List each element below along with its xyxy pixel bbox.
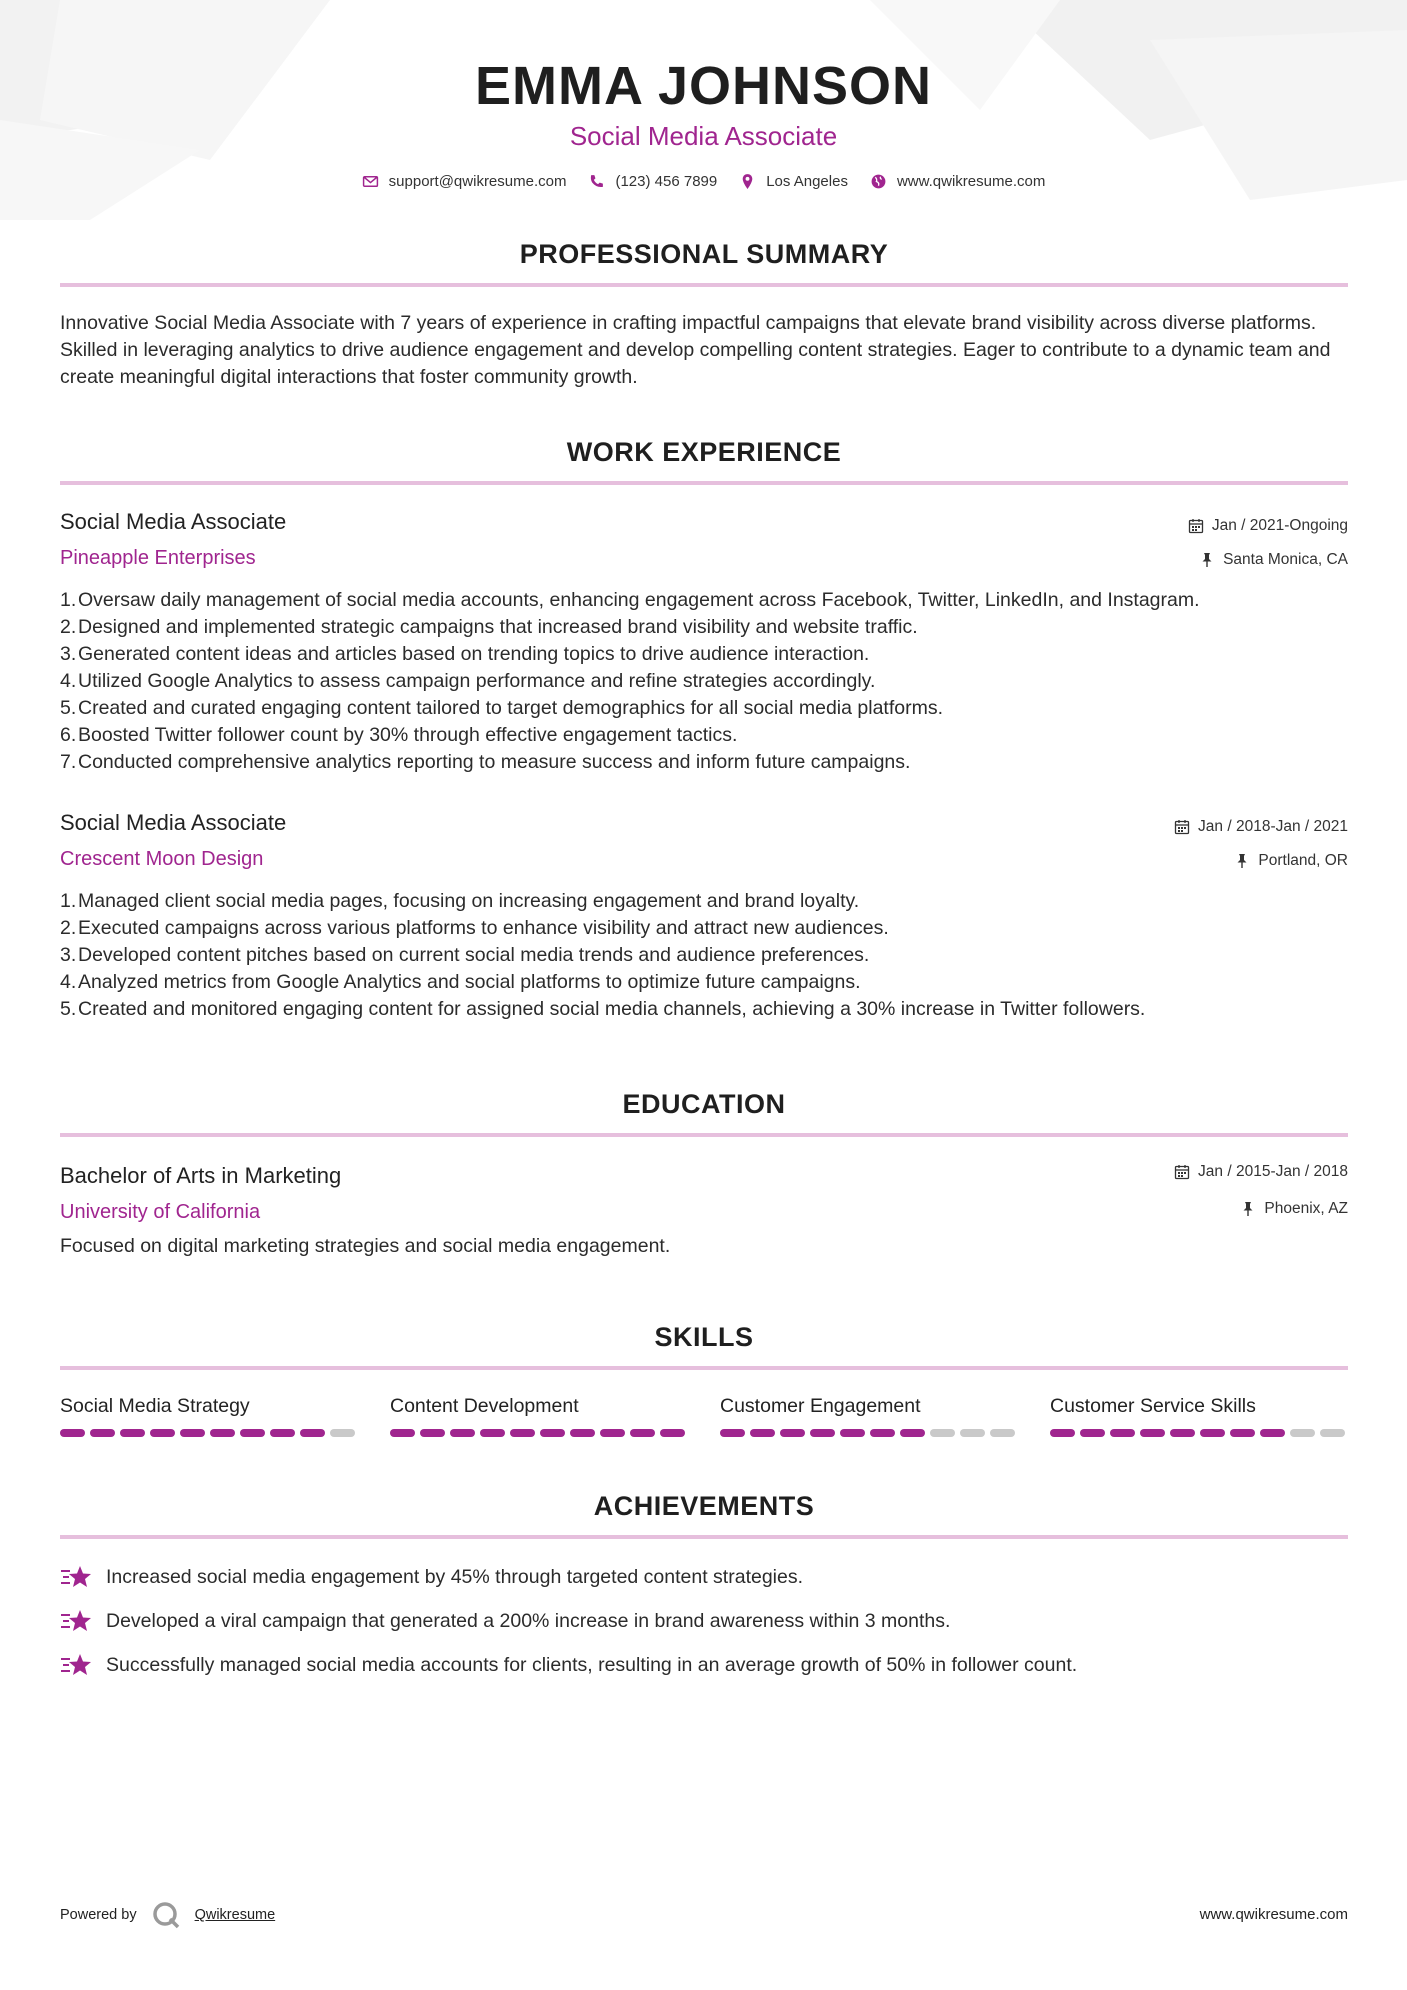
skill-dot-empty: [990, 1429, 1015, 1437]
calendar-icon: [1174, 819, 1190, 835]
skill-dot-filled: [870, 1429, 895, 1437]
skill-dot-filled: [1110, 1429, 1135, 1437]
skill-dot-filled: [210, 1429, 235, 1437]
skill-dot-filled: [180, 1429, 205, 1437]
section-divider: [60, 1535, 1348, 1539]
skill-dot-filled: [630, 1429, 655, 1437]
skill-rating: [720, 1429, 1020, 1437]
section-divider: [60, 481, 1348, 485]
skill-dot-filled: [450, 1429, 475, 1437]
candidate-title: Social Media Associate: [569, 121, 838, 151]
list-item: 3. Developed content pitches based on current social media trends and audience preferences.: [60, 944, 870, 966]
job-location: [1199, 551, 1348, 569]
contact-website-text: www.qwikresume.com: [896, 173, 1046, 190]
education-dates-text: Jan / 2015-Jan / 2018: [1198, 1163, 1348, 1180]
shooting-star-icon: [60, 1564, 92, 1590]
skill-name: Content Development: [390, 1395, 579, 1417]
skill-item: [1050, 1395, 1350, 1437]
skills-list: [60, 1395, 1350, 1437]
contact-phone-text: (123) 456 7899: [615, 173, 718, 190]
footer-powered-by: [60, 1900, 275, 1930]
globe-icon: [870, 173, 887, 190]
skill-dot-filled: [840, 1429, 865, 1437]
skill-dot-filled: [810, 1429, 835, 1437]
summary-text: Innovative Social Media Associate with 7 years of experience in crafting impactful campaigns that elevate brand visibility across diverse platforms. Skilled in leveraging analytics to drive audience engagement and develop compelling content strategies. Eager to contribute to a dynamic team and create meaningful digital interactions that foster community growth.: [60, 312, 1331, 388]
job-title: Social Media Associate: [60, 810, 287, 835]
contact-bar: [0, 173, 1407, 190]
skill-dot-filled: [1050, 1429, 1075, 1437]
qwikresume-logo-icon: [151, 1900, 181, 1930]
job-bullets: [60, 888, 1350, 1023]
contact-website[interactable]: [870, 173, 1045, 190]
section-heading-education: EDUCATION: [622, 1089, 786, 1119]
skill-dot-filled: [780, 1429, 805, 1437]
job-dates: [1174, 818, 1348, 836]
skill-dot-filled: [60, 1429, 85, 1437]
skill-dot-empty: [960, 1429, 985, 1437]
job-dates-text: Jan / 2018-Jan / 2021: [1198, 818, 1348, 835]
achievement-text: Successfully managed social media accounts for clients, resulting in an average growth of 50% in follower count.: [106, 1653, 1078, 1676]
contact-phone[interactable]: [588, 173, 717, 190]
skill-dot-filled: [150, 1429, 175, 1437]
skill-dot-empty: [1290, 1429, 1315, 1437]
list-item: 1. Oversaw daily management of social media accounts, enhancing engagement across Facebook, Twitter, LinkedIn, and Instagram.: [60, 589, 1200, 611]
candidate-name: EMMA JOHNSON: [474, 56, 933, 116]
section-heading-experience: WORK EXPERIENCE: [566, 437, 842, 467]
list-item: 2. Executed campaigns across various platforms to enhance visibility and attract new audiences.: [60, 917, 889, 939]
education-description: Focused on digital marketing strategies and social media engagement.: [60, 1235, 671, 1257]
skill-dot-filled: [900, 1429, 925, 1437]
contact-email-text: support@qwikresume.com: [388, 173, 567, 190]
skill-dot-filled: [1080, 1429, 1105, 1437]
skill-name: Customer Engagement: [720, 1395, 921, 1417]
job-dates: [1188, 517, 1348, 535]
skill-rating: [60, 1429, 360, 1437]
education-dates: [1174, 1163, 1348, 1181]
section-divider: [60, 283, 1348, 287]
list-item: 4. Analyzed metrics from Google Analytics and social platforms to optimize future campaigns.: [60, 971, 861, 993]
calendar-icon: [1174, 1164, 1190, 1180]
list-item: 1. Managed client social media pages, focusing on increasing engagement and brand loyalty.: [60, 890, 860, 912]
section-heading-skills: SKILLS: [654, 1322, 754, 1352]
skill-dot-filled: [510, 1429, 535, 1437]
skill-dot-filled: [1260, 1429, 1285, 1437]
list-item: 5. Created and curated engaging content tailored to target demographics for all social media platforms.: [60, 697, 943, 719]
job-bullets: [60, 587, 1350, 776]
skill-dot-filled: [1230, 1429, 1255, 1437]
job-location-text: Portland, OR: [1258, 852, 1348, 869]
contact-location-text: Los Angeles: [766, 173, 848, 190]
job-location: [1234, 852, 1348, 870]
footer-website[interactable]: www.qwikresume.com: [1199, 1906, 1348, 1923]
skill-dot-filled: [390, 1429, 415, 1437]
skill-item: [390, 1395, 690, 1437]
achievement-text: Increased social media engagement by 45% through targeted content strategies.: [106, 1565, 804, 1588]
job-dates-text: Jan / 2021-Ongoing: [1211, 517, 1348, 534]
contact-email[interactable]: [362, 173, 567, 190]
section-divider: [60, 1366, 1348, 1370]
list-item: 7. Conducted comprehensive analytics reporting to measure success and inform future campaigns.: [60, 751, 911, 773]
skill-dot-filled: [240, 1429, 265, 1437]
skill-dot-filled: [1200, 1429, 1225, 1437]
education-degree: Bachelor of Arts in Marketing: [60, 1163, 342, 1188]
skill-item: [60, 1395, 360, 1437]
powered-by-label: Powered by: [60, 1907, 137, 1923]
achievement-item: [60, 1608, 1350, 1634]
achievement-text: Developed a viral campaign that generated a 200% increase in brand awareness within 3 months.: [106, 1609, 951, 1632]
pushpin-icon: [1234, 853, 1250, 869]
skill-dot-filled: [1140, 1429, 1165, 1437]
qwikresume-link[interactable]: Qwikresume: [194, 1907, 276, 1923]
skill-dot-empty: [330, 1429, 355, 1437]
skill-rating: [390, 1429, 690, 1437]
achievement-item: [60, 1564, 1350, 1590]
skill-dot-filled: [600, 1429, 625, 1437]
pushpin-icon: [1199, 552, 1215, 568]
skill-dot-empty: [1320, 1429, 1345, 1437]
skill-dot-filled: [270, 1429, 295, 1437]
skill-dot-filled: [540, 1429, 565, 1437]
job-title: Social Media Associate: [60, 509, 287, 534]
skill-dot-filled: [420, 1429, 445, 1437]
pushpin-icon: [1240, 1201, 1256, 1217]
skill-name: Social Media Strategy: [60, 1395, 250, 1417]
education-school: University of California: [60, 1201, 261, 1223]
map-pin-icon: [739, 173, 756, 190]
education-location: [1240, 1200, 1348, 1218]
skill-dot-filled: [480, 1429, 505, 1437]
skill-dot-filled: [660, 1429, 685, 1437]
calendar-icon: [1188, 518, 1204, 534]
skill-dot-filled: [90, 1429, 115, 1437]
job-location-text: Santa Monica, CA: [1223, 551, 1348, 568]
job-company: Crescent Moon Design: [60, 848, 264, 870]
list-item: 4. Utilized Google Analytics to assess campaign performance and refine strategies accordingly.: [60, 670, 876, 692]
job-company: Pineapple Enterprises: [60, 547, 256, 569]
shooting-star-icon: [60, 1608, 92, 1634]
section-divider: [60, 1133, 1348, 1137]
skill-dot-filled: [570, 1429, 595, 1437]
education-location-text: Phoenix, AZ: [1264, 1200, 1348, 1217]
section-heading-achievements: ACHIEVEMENTS: [593, 1491, 815, 1521]
skill-dot-filled: [300, 1429, 325, 1437]
skill-dot-filled: [720, 1429, 745, 1437]
list-item: 6. Boosted Twitter follower count by 30% through effective engagement tactics.: [60, 724, 738, 746]
contact-location: [739, 173, 848, 190]
phone-icon: [588, 173, 605, 190]
skill-dot-filled: [1170, 1429, 1195, 1437]
achievement-item: [60, 1652, 1350, 1678]
skill-dot-filled: [750, 1429, 775, 1437]
skill-item: [720, 1395, 1020, 1437]
skill-rating: [1050, 1429, 1350, 1437]
skill-dot-filled: [120, 1429, 145, 1437]
section-heading-summary: PROFESSIONAL SUMMARY: [519, 239, 889, 269]
envelope-icon: [362, 173, 379, 190]
list-item: 2. Designed and implemented strategic campaigns that increased brand visibility and website traffic.: [60, 616, 918, 638]
skill-name: Customer Service Skills: [1050, 1395, 1256, 1417]
skill-dot-empty: [930, 1429, 955, 1437]
list-item: 3. Generated content ideas and articles based on trending topics to drive audience interaction.: [60, 643, 870, 665]
shooting-star-icon: [60, 1652, 92, 1678]
list-item: 5. Created and monitored engaging content for assigned social media channels, achieving a 30% increase in Twitter followers.: [60, 998, 1146, 1020]
